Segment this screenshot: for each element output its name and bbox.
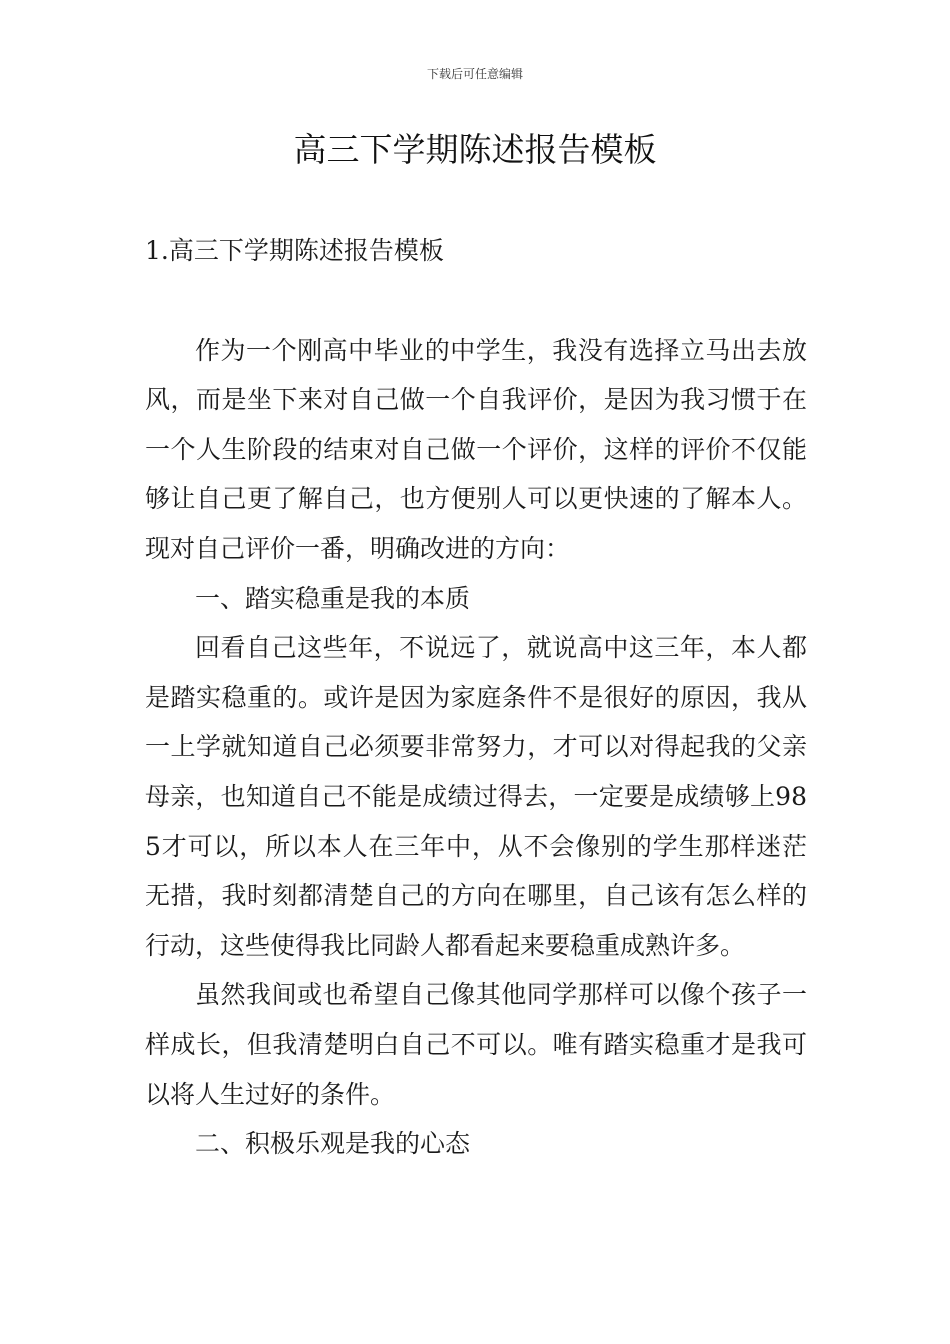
page-header-note: 下载后可任意编辑 bbox=[426, 67, 523, 81]
paragraph-one-body: 回看自己这些年，不说远了，就说高中这三年，本人都是踏实稳重的。或许是因为家庭条件不是很好的原因，我从一上学就知道自己必须要非常努力，才可以对得起我的父亲母亲，也知道自己不能是成绩过得去，一定要是成绩够上985才可以，所以本人在三年中，从不会像别的学生那样迷茫无措，我时刻都清楚自己的方向在哪里，自己该有怎么样的行动，这些使得我比同龄人都看起来要稳重成熟许多。 bbox=[145, 633, 807, 960]
document-title: 高三下学期陈述报告模板 bbox=[293, 130, 657, 169]
paragraph-one-conclusion: 虽然我间或也希望自己像其他同学那样可以像个孩子一样成长，但我清楚明白自己不可以。唯有踏实稳重才是我可以将人生过好的条件。 bbox=[145, 980, 807, 1109]
document-body bbox=[145, 226, 807, 1169]
section-heading: 1.高三下学期陈述报告模板 bbox=[145, 236, 444, 265]
subheading-two: 二、积极乐观是我的心态 bbox=[195, 1129, 471, 1159]
subheading-one: 一、踏实稳重是我的本质 bbox=[195, 583, 471, 613]
paragraph-intro: 作为一个刚高中毕业的中学生，我没有选择立马出去放风，而是坐下来对自己做一个自我评价，是因为我习惯于在一个人生阶段的结束对自己做一个评价，这样的评价不仅能够让自己更了解自己，也方便别人可以更快速的了解本人。现对自己评价一番，明确改进的方向： bbox=[145, 335, 807, 563]
